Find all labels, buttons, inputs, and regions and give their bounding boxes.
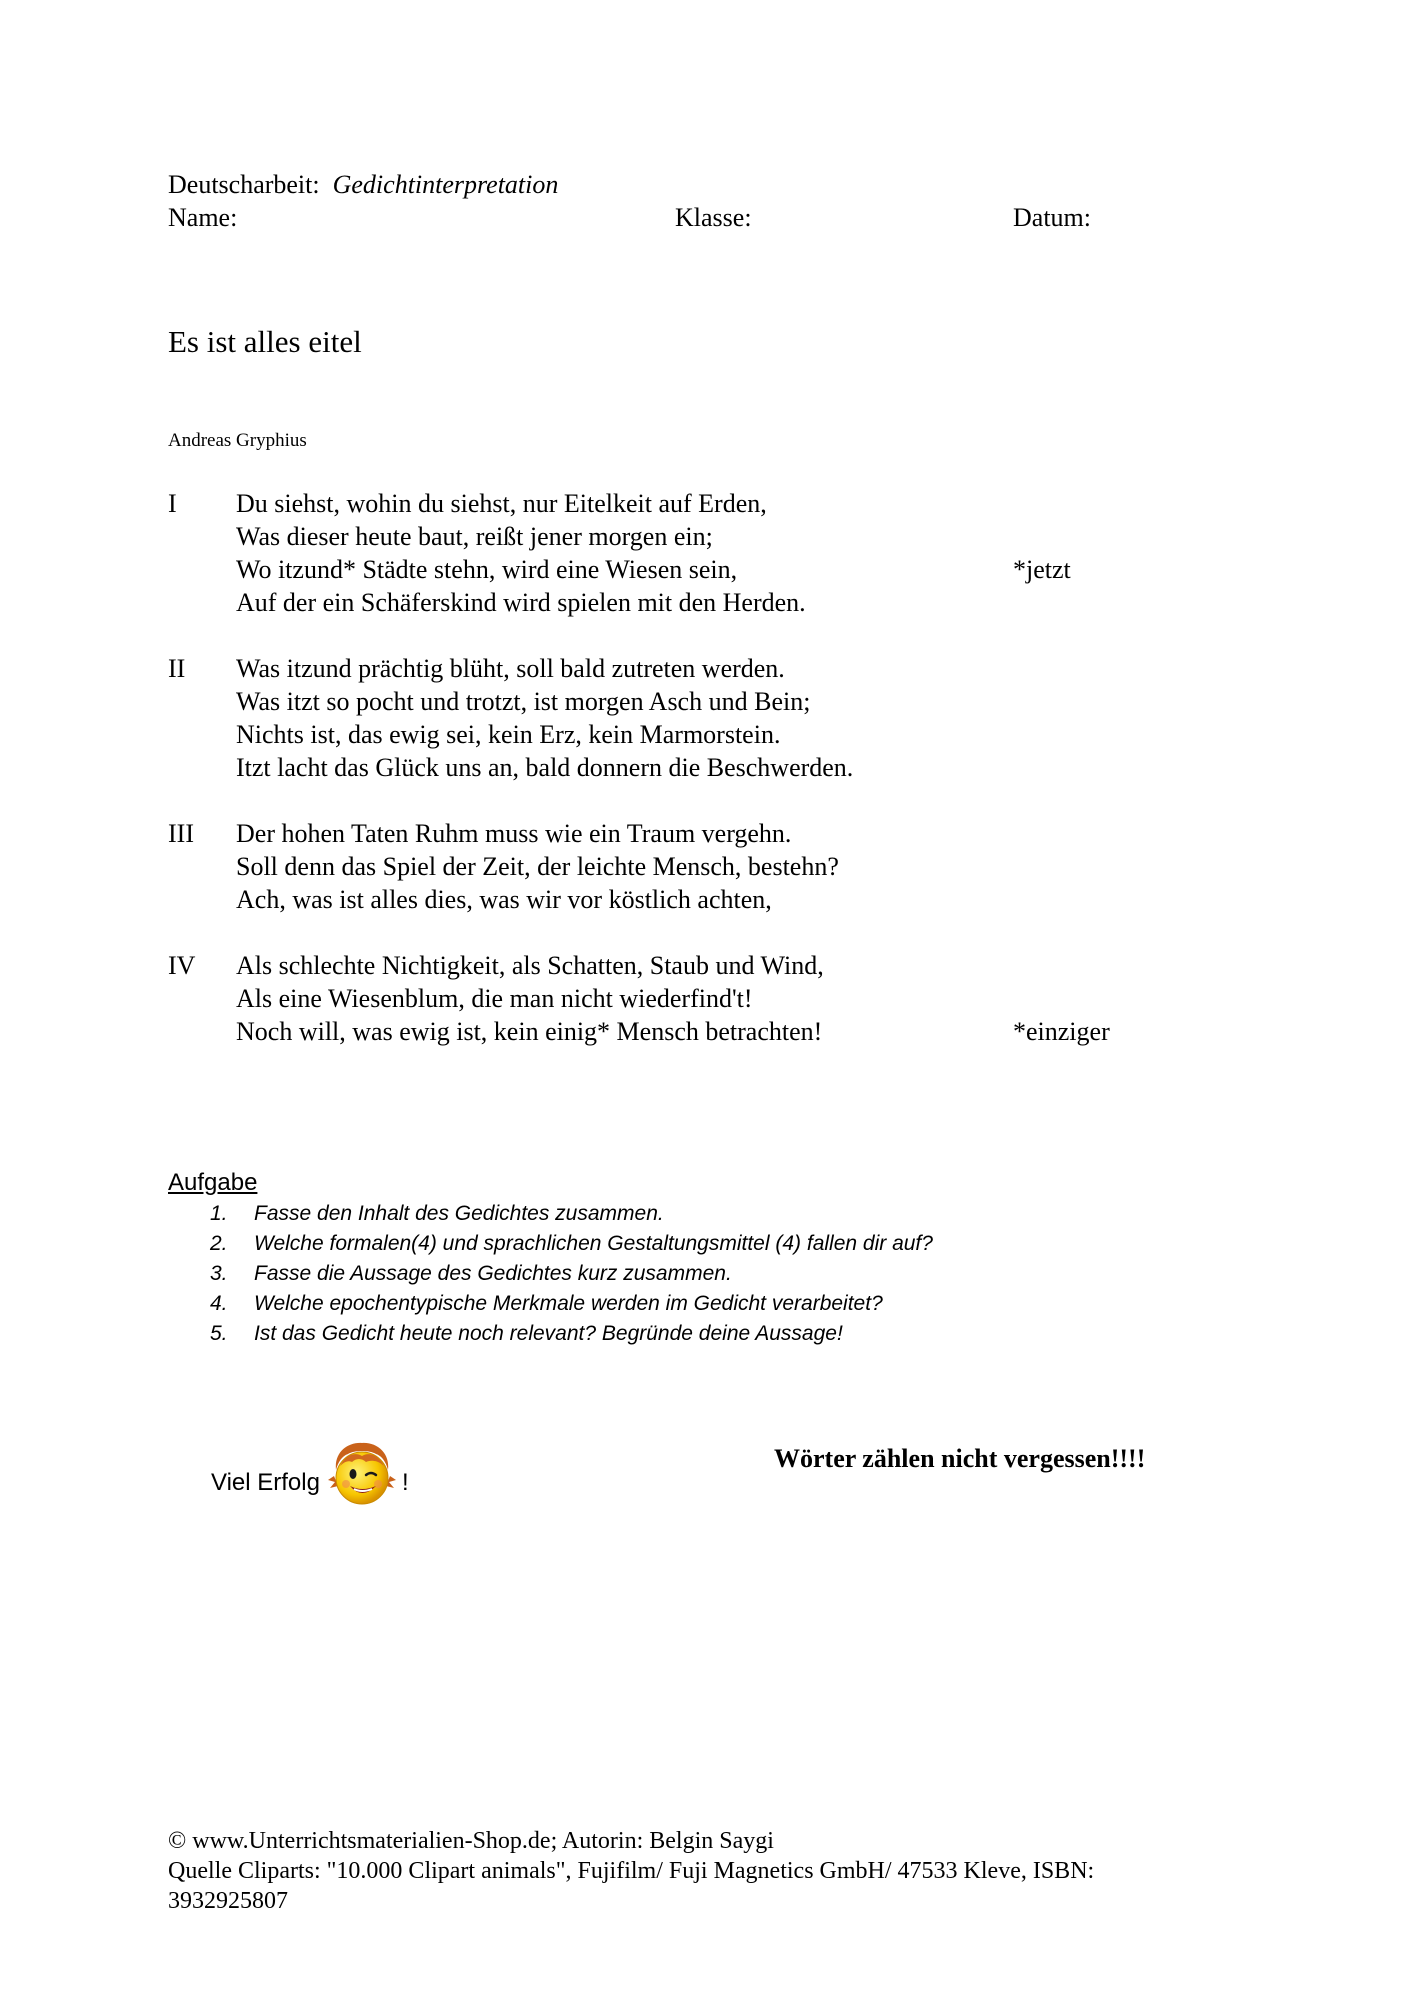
task-text: Welche formalen(4) und sprachlichen Gestaltungsmittel (4) fallen dir auf? [254, 1232, 933, 1255]
poem-line: Was dieser heute baut, reißt jener morgen ein; [236, 522, 713, 551]
task-text: Ist das Gedicht heute noch relevant? Begründe deine Aussage! [254, 1322, 843, 1345]
footer-copyright: © www.Unterrichtsmaterialien-Shop.de; Autorin: Belgin Saygi [168, 1828, 774, 1854]
stanza-numeral: III [168, 819, 194, 848]
work-type: Gedichtinterpretation [332, 170, 559, 199]
task-item [210, 1319, 933, 1349]
poem-title: Es ist alles eitel [168, 324, 362, 359]
poem-line: Ach, was ist alles dies, was wir vor köstlich achten, [236, 885, 772, 914]
good-luck-exclamation: ! [401, 1469, 409, 1496]
poem-line: Als eine Wiesenblum, die man nicht wiederfind't! [236, 984, 753, 1013]
task-number: 4. [210, 1292, 228, 1315]
task-item [210, 1289, 933, 1319]
header-work-line [168, 168, 558, 202]
task-number: 3. [210, 1262, 228, 1285]
poem-line: Was itzund prächtig blüht, soll bald zutreten werden. [236, 654, 785, 683]
task-text: Welche epochentypische Merkmale werden im Gedicht verarbeitet? [254, 1292, 883, 1315]
poem-line: Als schlechte Nichtigkeit, als Schatten, Staub und Wind, [236, 951, 824, 980]
footnote-einziger: *einziger [1013, 1017, 1110, 1046]
stanza-numeral: II [168, 654, 186, 683]
task-heading: Aufgabe [168, 1169, 258, 1196]
footer-source-line-1: Quelle Cliparts: "10.000 Clipart animals", Fujifilm/ Fuji Magnetics GmbH/ 47533 Kleve, ISBN: [168, 1858, 1095, 1884]
poem-line: Auf der ein Schäferskind wird spielen mit den Herden. [236, 588, 806, 617]
work-label: Deutscharbeit: [168, 170, 320, 199]
task-number: 2. [210, 1232, 228, 1255]
task-item [210, 1229, 933, 1259]
task-item [210, 1259, 933, 1289]
good-luck-text: Viel Erfolg [211, 1469, 320, 1496]
stanza-lines [236, 949, 824, 1048]
task-text: Fasse den Inhalt des Gedichtes zusammen. [254, 1202, 664, 1225]
task-item [210, 1199, 933, 1229]
task-list [210, 1199, 933, 1349]
footer-source-line-2: 3932925807 [168, 1888, 288, 1914]
task-number: 5. [210, 1322, 228, 1345]
poem-line: Itzt lacht das Glück uns an, bald donnern die Beschwerden. [236, 753, 854, 782]
footer [168, 1826, 1094, 1916]
class-label: Klasse: [675, 203, 752, 232]
poem-line: Was itzt so pocht und trotzt, ist morgen Asch und Bein; [236, 687, 811, 716]
task-number: 1. [210, 1202, 228, 1225]
date-label: Datum: [1013, 203, 1091, 232]
word-count-reminder: Wörter zählen nicht vergessen!!!! [774, 1444, 1146, 1473]
task-text: Fasse die Aussage des Gedichtes kurz zusammen. [254, 1262, 732, 1285]
stanza-numeral: IV [168, 951, 196, 980]
stanza-lines [236, 652, 853, 784]
poem-line: Der hohen Taten Ruhm muss wie ein Traum vergehn. [236, 819, 792, 848]
stanza-numeral: I [168, 489, 177, 518]
good-luck-line [211, 1440, 409, 1526]
poem-line: Noch will, was ewig ist, kein einig* Mensch betrachten! [236, 1017, 823, 1046]
poem-line: Du siehst, wohin du siehst, nur Eitelkeit auf Erden, [236, 489, 767, 518]
poem-line: Wo itzund* Städte stehn, wird eine Wiesen sein, [236, 555, 738, 584]
name-label: Name: [168, 203, 238, 232]
poem-line: Nichts ist, das ewig sei, kein Erz, kein Marmorstein. [236, 720, 781, 749]
poem-line: Soll denn das Spiel der Zeit, der leichte Mensch, bestehn? [236, 852, 839, 881]
stanza-lines [236, 487, 806, 619]
footnote-jetzt: *jetzt [1013, 555, 1071, 584]
stanza-lines [236, 817, 839, 916]
poem-author: Andreas Gryphius [168, 430, 307, 451]
winking-smiley-icon [326, 1440, 398, 1512]
